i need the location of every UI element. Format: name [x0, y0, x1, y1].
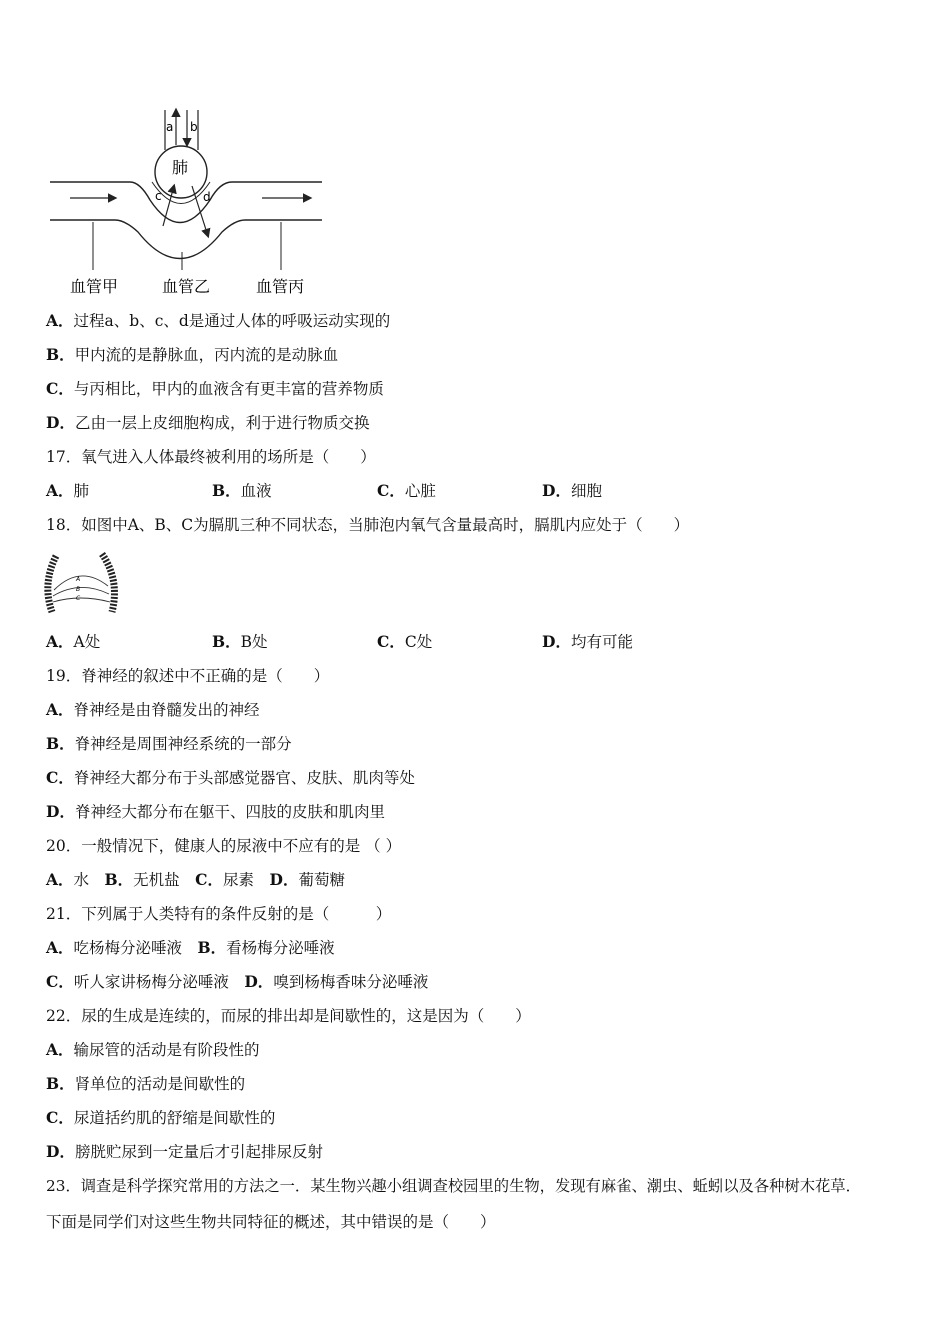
q18-option-a[interactable]: A．A处 — [46, 632, 101, 651]
q17-option-b[interactable]: B．血液 — [212, 481, 272, 500]
q18-option-b[interactable]: B．B处 — [212, 632, 268, 651]
q16-option-a[interactable]: A．过程a、b、c、d是通过人体的呼吸运动实现的 — [46, 311, 391, 330]
q21-options-row2 — [46, 972, 428, 992]
q22-stem: 22．尿的生成是连续的，而尿的排出却是间歇性的，这是因为（ ） — [46, 1007, 531, 1025]
diaphragm-diagram — [44, 550, 124, 616]
label-a: a — [166, 120, 174, 134]
q20-options — [46, 870, 345, 890]
q16-option-d[interactable]: D．乙由一层上皮细胞构成，利于进行物质交换 — [46, 413, 370, 432]
label-d: d — [203, 190, 211, 204]
q18-option-c[interactable]: C．C处 — [377, 632, 433, 651]
label-c: c — [155, 189, 162, 203]
q22-option-d[interactable]: D．膀胱贮尿到一定量后才引起排尿反射 — [46, 1142, 323, 1161]
q22-option-c[interactable]: C．尿道括约肌的舒缩是间歇性的 — [46, 1108, 276, 1127]
q19-option-c[interactable]: C．脊神经大都分布于头部感觉器官、皮肤、肌肉等处 — [46, 768, 415, 787]
q21-option-a[interactable]: A．吃杨梅分泌唾液 — [46, 938, 198, 957]
q19-option-a[interactable]: A．脊神经是由脊髓发出的神经 — [46, 700, 260, 719]
q17-stem: 17．氧气进入人体最终被利用的场所是（ ） — [46, 448, 376, 466]
q19-option-b[interactable]: B．脊神经是周围神经系统的一部分 — [46, 734, 292, 753]
q18-option-d[interactable]: D．均有可能 — [542, 632, 633, 651]
vessel-bing-label: 血管丙 — [256, 277, 305, 296]
q21-stem: 21．下列属于人类特有的条件反射的是（ ） — [46, 905, 392, 923]
q23-stem-line1: 23．调查是科学探究常用的方法之一．某生物兴趣小组调查校园里的生物，发现有麻雀、潮虫、蚯蚓以及各种树木花草． — [46, 1177, 861, 1195]
q18-stem: 18．如图中A、B、C为膈肌三种不同状态，当肺泡内氧气含量最高时，膈肌内应处于（ ） — [46, 516, 690, 534]
q21-option-b[interactable]: B．看杨梅分泌唾液 — [197, 938, 335, 957]
q19-stem: 19．脊神经的叙述中不正确的是（ ） — [46, 667, 330, 685]
lung-blood-vessel-diagram — [40, 100, 340, 300]
diaphragm-label-c: C — [76, 595, 81, 602]
diaphragm-label-b: B — [76, 586, 81, 593]
q19-option-d[interactable]: D．脊神经大都分布在躯干、四肢的皮肤和肌肉里 — [46, 802, 385, 821]
q17-option-a[interactable]: A．肺 — [46, 481, 90, 500]
q20-option-c[interactable]: C．尿素 — [195, 870, 270, 889]
q20-option-a[interactable]: A．水 — [46, 870, 105, 889]
vessel-jia-label: 血管甲 — [70, 277, 119, 296]
q23-stem-line2: 下面是同学们对这些生物共同特征的概述，其中错误的是（ ） — [46, 1213, 496, 1231]
q22-option-a[interactable]: A．输尿管的活动是有阶段性的 — [46, 1040, 260, 1059]
diaphragm-b — [53, 587, 109, 596]
q21-option-d[interactable]: D．嗅到杨梅香味分泌唾液 — [244, 972, 429, 991]
q22-option-b[interactable]: B．肾单位的活动是间歇性的 — [46, 1074, 246, 1093]
lung-label: 肺 — [172, 158, 189, 177]
q21-option-c[interactable]: C．听人家讲杨梅分泌唾液 — [46, 972, 245, 991]
q20-option-b[interactable]: B．无机盐 — [104, 870, 196, 889]
q20-option-d[interactable]: D．葡萄糖 — [269, 870, 345, 889]
label-b: b — [190, 120, 198, 134]
q17-option-d[interactable]: D．细胞 — [542, 481, 602, 500]
q17-option-c[interactable]: C．心脏 — [377, 481, 436, 500]
vessel-yi-label: 血管乙 — [162, 277, 211, 296]
q16-option-c[interactable]: C．与丙相比，甲内的血液含有更丰富的营养物质 — [46, 379, 384, 398]
diaphragm-label-a: A — [76, 576, 81, 583]
diaphragm-c — [53, 598, 110, 602]
q20-stem: 20．一般情况下，健康人的尿液中不应有的是 （ ） — [46, 837, 402, 855]
q21-options-row1 — [46, 938, 335, 958]
q16-option-b[interactable]: B．甲内流的是静脉血，丙内流的是动脉血 — [46, 345, 339, 364]
